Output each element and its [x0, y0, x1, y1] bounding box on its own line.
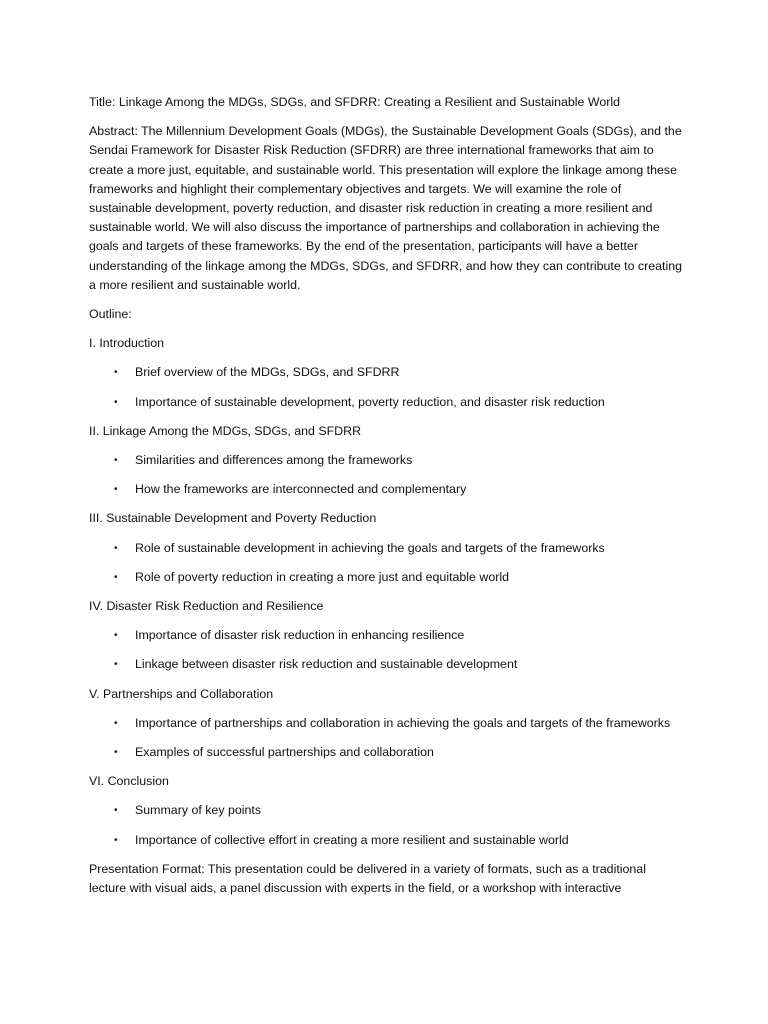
- bullet-text: Linkage between disaster risk reduction and sustainable development: [135, 657, 518, 672]
- section-heading-5: V. Partnerships and Collaboration: [89, 686, 274, 701]
- bullet-icon: •: [114, 630, 118, 642]
- bullet-icon: •: [114, 455, 118, 467]
- bullet-text: How the frameworks are interconnected and complementary: [135, 482, 467, 497]
- presentation-format-paragraph: Presentation Format: This presentation could be delivered in a variety of formats, such as a traditional lecture with visual aids, a panel discussion with experts in the field, or a workshop with interactive: [89, 861, 646, 896]
- section-6-bullets: [89, 801, 685, 849]
- bullet-item: [89, 539, 685, 558]
- outline-label: Outline:: [89, 307, 132, 322]
- bullet-item: [89, 626, 685, 645]
- section-heading-2: II. Linkage Among the MDGs, SDGs, and SFDRR: [89, 423, 362, 438]
- bullet-text: Importance of disaster risk reduction in enhancing resilience: [135, 628, 465, 643]
- section-heading-6: VI. Conclusion: [89, 774, 169, 789]
- bullet-icon: •: [114, 659, 118, 671]
- bullet-text: Examples of successful partnerships and collaboration: [135, 745, 434, 760]
- bullet-text: Importance of collective effort in creating a more resilient and sustainable world: [135, 832, 569, 847]
- section-5-bullets: [89, 714, 685, 762]
- section-2-bullets: [89, 451, 685, 499]
- bullet-icon: •: [114, 571, 118, 583]
- bullet-item: [89, 714, 685, 733]
- section-heading-1: I. Introduction: [89, 336, 165, 351]
- bullet-item: [89, 801, 685, 820]
- section-1-bullets: [89, 363, 685, 411]
- bullet-item: [89, 480, 685, 499]
- bullet-text: Importance of sustainable development, poverty reduction, and disaster risk reduction: [135, 394, 605, 409]
- bullet-icon: •: [114, 542, 118, 554]
- section-3-bullets: [89, 539, 685, 587]
- bullet-icon: •: [114, 747, 118, 759]
- abstract-paragraph: Abstract: The Millennium Development Goals (MDGs), the Sustainable Development Goals (SDGs), and the Sendai Framework for Disaster Risk Reduction (SFDRR) are three international frameworks that aim to create a more just, equitable, and sustainable world. This presentation will explore the linkage among these frameworks and highlight their complementary objectives and targets. We will examine the role of sustainable development, poverty reduction, and disaster risk reduction in creating a more resilient and sustainable world. We will also discuss the importance of partnerships and collaboration in achieving the goals and targets of these frameworks. By the end of the presentation, participants will have a better understanding of the linkage among the MDGs, SDGs, and SFDRR, and how they can contribute to creating a more resilient and sustainable world.: [89, 124, 683, 292]
- section-4-bullets: [89, 626, 685, 674]
- bullet-item: [89, 743, 685, 762]
- bullet-icon: •: [114, 396, 118, 408]
- bullet-text: Role of poverty reduction in creating a more just and equitable world: [135, 569, 509, 584]
- bullet-item: [89, 363, 685, 382]
- bullet-text: Summary of key points: [135, 803, 262, 818]
- bullet-item: [89, 568, 685, 587]
- bullet-text: Role of sustainable development in achieving the goals and targets of the frameworks: [135, 540, 605, 555]
- bullet-icon: •: [114, 805, 118, 817]
- bullet-text: Importance of partnerships and collaboration in achieving the goals and targets of the frameworks: [135, 715, 671, 730]
- bullet-item: [89, 655, 685, 674]
- bullet-icon: •: [114, 834, 118, 846]
- bullet-text: Similarities and differences among the frameworks: [135, 453, 413, 468]
- bullet-text: Brief overview of the MDGs, SDGs, and SFDRR: [135, 365, 400, 380]
- bullet-item: [89, 393, 685, 412]
- bullet-icon: •: [114, 367, 118, 379]
- section-heading-4: IV. Disaster Risk Reduction and Resilience: [89, 599, 324, 614]
- document-title: Title: Linkage Among the MDGs, SDGs, and SFDRR: Creating a Resilient and Sustainable World: [89, 95, 620, 109]
- document-page: [89, 93, 685, 908]
- bullet-icon: •: [114, 717, 118, 729]
- bullet-item: [89, 451, 685, 470]
- section-heading-3: III. Sustainable Development and Poverty Reduction: [89, 511, 377, 526]
- bullet-icon: •: [114, 484, 118, 496]
- bullet-item: [89, 831, 685, 850]
